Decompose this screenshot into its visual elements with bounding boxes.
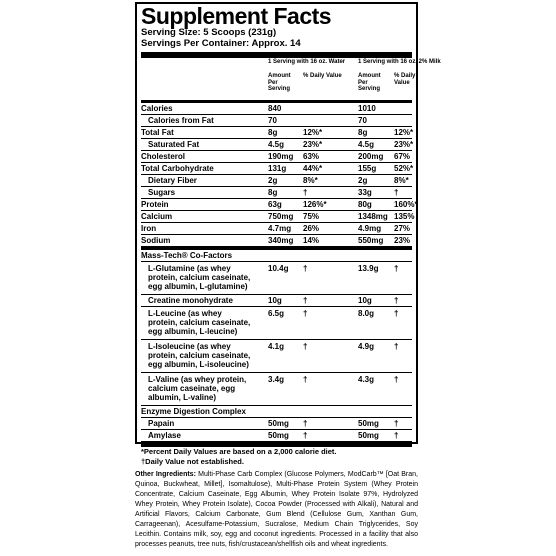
table-row [141,373,412,406]
amount-col2: 8.0g [358,309,375,318]
amount-col2: 200mg [358,152,384,161]
nutrient-name: Protein [141,200,169,209]
dv-col1: 14% [303,236,320,245]
dv-col1: † [303,188,308,197]
nutrient-rows [141,103,418,247]
table-row [141,211,415,223]
table-row [141,187,412,199]
dv-col2: † [394,342,399,351]
amount-col1: 63g [268,200,282,209]
nutrient-name: Calcium [141,212,173,221]
amount-col1: 10.4g [268,264,289,273]
table-row [141,115,412,127]
dv-col2: 23% [394,236,411,245]
dv-col1: † [303,296,308,305]
dv-col2: † [394,188,399,197]
amount-col2: 10g [358,296,372,305]
dv-col1: 44%* [303,164,323,173]
dv-col2: 160%* [394,200,418,209]
nutrient-name: Papain [148,419,175,428]
dv-col2: 23%* [394,140,414,149]
amount-col2: 13.9g [358,264,379,273]
dv-col2: † [394,309,399,318]
dv-col2: † [394,375,399,384]
amount-col1: 4.7mg [268,224,292,233]
col1-amount-label: Amount Per Serving [268,73,291,92]
col1-dv-label: % Daily Value [303,73,342,79]
nutrient-name: L-Glutamine (as whey protein, calcium caseinate, egg albumin, L-glutamine) [148,264,251,291]
col2-dv-label: % Daily Value [394,73,416,86]
amount-col2: 70 [358,116,367,125]
dv-col1: 75% [303,212,320,221]
amount-col1: 8g [268,128,278,137]
amount-col1: 50mg [268,419,289,428]
table-row [141,163,412,175]
dv-col1: † [303,264,308,273]
nutrient-name: Calories [141,104,173,113]
dv-col1: 126%* [303,200,327,209]
footnote-dagger: †Daily Value not established. [141,457,244,466]
table-row [141,139,412,151]
table-row [141,418,412,430]
nutrient-name: Total Carbohydrate [141,164,214,173]
amount-col2: 4.9g [358,342,375,351]
dv-col1: 23%* [303,140,323,149]
dv-col1: 12%* [303,128,323,137]
amount-col1: 131g [268,164,287,173]
amount-col2: 4.3g [358,375,375,384]
dv-col1: † [303,309,308,318]
table-row [141,235,412,247]
nutrient-name: Sodium [141,236,171,245]
amount-col2: 80g [358,200,372,209]
amount-col2: 1348mg [358,212,388,221]
nutrient-name: Total Fat [141,128,174,137]
table-row [141,151,412,163]
nutrient-name: L-Valine (as whey protein, calcium caseinate, egg albumin, L-valine) [148,375,247,402]
panel-title: Supplement Facts [141,3,332,29]
dv-col2: † [394,296,399,305]
amount-col2: 8g [358,128,368,137]
nutrient-name: Dietary Fiber [148,176,197,185]
supplement-facts-panel [135,2,441,466]
amount-col1: 6.5g [268,309,285,318]
nutrient-name: L-Leucine (as whey protein, calcium caseinate, egg albumin, L-leucine) [148,309,251,336]
dv-col1: 63% [303,152,320,161]
col2-amount-label: Amount Per Serving [358,73,381,92]
dv-col2: 27% [394,224,411,233]
dv-col1: 8%* [303,176,318,185]
amount-col2: 4.9mg [358,224,382,233]
amount-col2: 155g [358,164,377,173]
cofactors-title: Mass-Tech® Co-Factors [141,250,412,262]
ingredients-label: Other Ingredients: [135,471,196,478]
dv-col1: † [303,431,308,440]
amount-col2: 50mg [358,431,379,440]
nutrient-name: L-Isoleucine (as whey protein, calcium caseinate, egg albumin, L-isoleucine) [148,342,251,369]
nutrient-name: Sugars [148,188,176,197]
amount-col1: 340mg [268,236,294,245]
nutrient-name: Iron [141,224,157,233]
enzyme-title: Enzyme Digestion Complex [141,406,412,418]
table-row [141,295,412,307]
enzyme-rows [141,418,412,442]
dv-col2: 135% [394,212,415,221]
dv-col2: 12%* [394,128,414,137]
table-row [141,199,418,211]
amount-col1: 840 [268,104,282,113]
amount-col1: 190mg [268,152,294,161]
dv-col2: † [394,431,399,440]
amount-col1: 3.4g [268,375,285,384]
table-row [141,103,412,115]
amount-col1: 4.1g [268,342,285,351]
table-row [141,307,412,340]
serving-size: Serving Size: 5 Scoops (231g) [141,27,277,38]
cofactor-rows [141,262,412,406]
amount-col2: 1010 [358,104,376,113]
amount-col2: 550mg [358,236,384,245]
amount-col1: 4.5g [268,140,285,149]
table-row [141,175,412,187]
col2-header: 1 Serving with 16 oz. 2% Milk [358,59,441,65]
amount-col1: 8g [268,188,278,197]
nutrient-name: Creatine monohydrate [148,296,233,305]
amount-col1: 70 [268,116,277,125]
amount-col1: 750mg [268,212,294,221]
dv-col1: † [303,419,308,428]
col1-header: 1 Serving with 16 oz. Water [268,59,346,65]
amount-col1: 50mg [268,431,289,440]
servings-per-container: Servings Per Container: Approx. 14 [141,38,301,49]
amount-col2: 33g [358,188,372,197]
footnote-dv: *Percent Daily Values are based on a 2,000 calorie diet. [141,447,337,456]
dv-col2: † [394,264,399,273]
other-ingredients [135,470,418,550]
dv-col2: 67% [394,152,411,161]
table-row [141,127,412,139]
table-row [141,223,412,235]
dv-col1: † [303,375,308,384]
dv-col1: † [303,342,308,351]
table-row [141,340,412,373]
table-row [141,262,412,295]
nutrient-name: Saturated Fat [148,140,200,149]
ingredients-text: Multi-Phase Carb Complex (Glucose Polymers, ModCarb™ [Oat Bran, Quinoa, Buckwheat, Millet], Isomaltulose), Multi-Phase Protein System (Whey Protein Concentrate, Calcium Caseinate, Egg Albumin, Whey Protein Isolate 97%, Hydrolyzed Whey Protein, Whey Protein Isolate), Cocoa Powder (Processed with Alkali), Natural and Artificial Flavors, Calcium Carbonate, Gum Blend (Cellulose Gum, Xanthan Gum, Carrageenan), Acesulfame-Potassium, Sucralose, Medium Chain Triglycerides, Soy Lecithin. Contains milk, soy, egg and coconut ingredients. Processed in a facility that also processes peanuts, tree nuts, fish/crustacean/shellfish oils and wheat ingredients. [135,471,418,548]
dv-col2: † [394,419,399,428]
nutrient-name: Cholesterol [141,152,186,161]
dv-col1: 26% [303,224,320,233]
column-header [141,58,441,100]
amount-col2: 4.5g [358,140,375,149]
amount-col2: 2g [358,176,368,185]
dv-col2: 52%* [394,164,414,173]
nutrient-name: Calories from Fat [148,116,214,125]
table-row [141,430,412,442]
amount-col1: 10g [268,296,282,305]
amount-col2: 50mg [358,419,379,428]
dv-col2: 8%* [394,176,409,185]
amount-col1: 2g [268,176,278,185]
nutrient-name: Amylase [148,431,181,440]
